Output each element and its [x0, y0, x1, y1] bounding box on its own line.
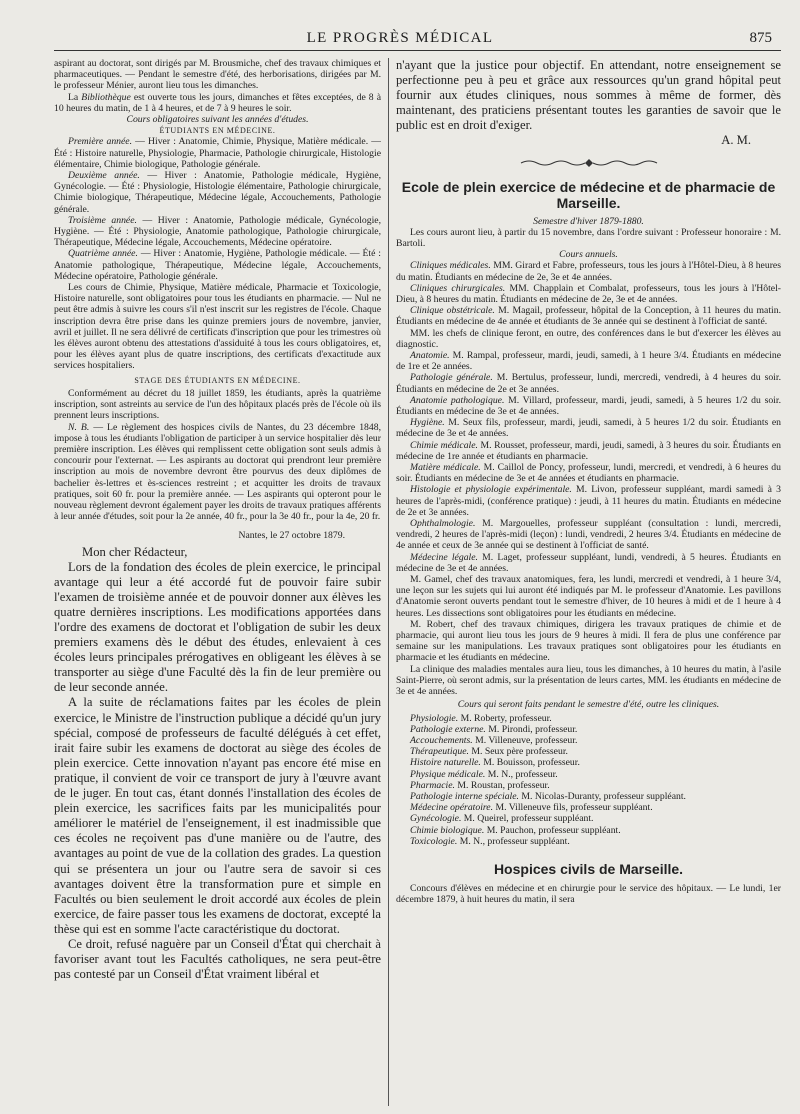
- list-item: Pathologie interne spéciale. M. Nicolas-Duranty, professeur suppléant.: [410, 790, 686, 802]
- paragraph: Concours d'élèves en médecine et en chirurgie pour le service des hôpitaux. — Le lundi, 1er décembre 1879, à huit heures du matin, il sera: [396, 882, 781, 906]
- course-entry: Matière médicale. M. Caillol de Poncy, professeur, lundi, mercredi, et vendredi, à 6 heures du soir. Étudiants en médecine de 3e et 4e années et étudiants en pharmacie.: [396, 462, 781, 485]
- list-item: Gynécologie. M. Queirel, professeur suppléant.: [410, 813, 594, 825]
- subheading-courses: Cours obligatoires suivant les années d'études.: [126, 114, 309, 126]
- section-title-school: Ecole de plein exercice de médecine et de pharmacie de Marseille.: [401, 178, 776, 211]
- letter-paragraph: Ce droit, refusé naguère par un Conseil d'État qui cherchait à favoriser avant tout les Facultés catholiques, ne sera peut-être pas contesté par un Conseil d'État vraiment libéral et: [54, 936, 381, 982]
- column-divider: [388, 58, 389, 1106]
- letter-place-date: Nantes, le 27 octobre 1879.: [238, 530, 345, 542]
- letter-paragraph: n'ayant que la justice pour objectif. En attendant, notre enseignement se perfectionne peu à peu et grâce aux ressources qu'un grand hôpital peut fournir aux études cliniques, nous sommes à même de former, dès maintenant, des praticiens présentant toutes les garanties de savoir que le public est en droit d'exiger.: [396, 58, 781, 133]
- nota-bene: N. B. — Le règlement des hospices civils de Nantes, du 23 décembre 1848, impose à tous les étudiants l'obligation de participer à un service hospitalier dès leur première inscription. Les élèves qui remplissent cette obligation sont seuls admis à concourir pour l'externat. — Les aspirants au doctorat qui prendront leur première inscription au mois de novembre devront être pourvus des deux diplômes de bachelier ès-lettres et ès-sciences restreint ; et acquitter les droits de travaux pratiques, soit 60 fr. pour la première année. — Les aspirants qui opteront pour le nouveau règlement devront également payer les droits de travaux pratiques afférents à leur année d'études, soit pour la 2e année, 40 fr., pour la 3e 40 fr., pour la 4e, 20 fr.: [54, 421, 382, 523]
- list-item: Chimie biologique. M. Pauchon, professeur suppléant.: [410, 824, 621, 836]
- year-4: Quatrième année. — Hiver : Anatomie, Hygiène, Pathologie médicale. — Été : Anatomie pathologique, Thérapeutique, Médecine légale, Accouchements, Médecine opératoire, Pathologie générale.: [54, 248, 381, 282]
- list-item: Physiologie. M. Roberty, professeur.: [410, 712, 552, 724]
- left-column: [54, 58, 381, 982]
- paragraph: M. Robert, chef des travaux chimiques, dirigera les travaux pratiques de chimie et de pharmacie, qui auront lieu tous les jours de 9 heures à midi. Il fera de plus une conférence par semaine sur les manipulations. Les travaux pratiques sont obligatoires pour les étudiants en pharmacie et les étudiants en médecine.: [396, 618, 781, 664]
- year-2: Deuxième année. — Hiver : Anatomie, Pathologie médicale, Hygiène, Gynécologie. — Été : Physiologie, Histologie élémentaire, Pathologie chirurgicale, Chimie biologique, Thérapeutique, Médecine légale, Accouchements, Pathologie générale.: [54, 170, 381, 215]
- list-item: Thérapeutique. M. Seux père professeur.: [410, 746, 568, 758]
- course-entry: Chimie médicale. M. Rousset, professeur, mardi, jeudi, samedi, à 3 heures du soir. Étudiants en médecine de 1re année et étudiants en pharmacie.: [396, 439, 782, 462]
- running-header-title: LE PROGRÈS MÉDICAL: [306, 30, 494, 46]
- paragraph: MM. les chefs de clinique feront, en outre, des conférences dans le but d'exercer les élèves au diagnostic.: [396, 327, 781, 350]
- ornament-divider: [396, 155, 781, 173]
- list-item: Pathologie externe. M. Pirondi, professeur.: [410, 723, 578, 735]
- year-3: Troisième année. — Hiver : Anatomie, Pathologie médicale, Gynécologie, Hygiène. — Été : Physiologie, Anatomie pathologique, Pathologie chirurgicale, Thérapeutique, Médecine légale, Accouchements, Médecine opératoire.: [54, 214, 381, 249]
- course-entry: Cliniques médicales. MM. Girard et Fabre, professeurs, tous les jours à l'Hôtel-Dieu, à 8 heures du matin. Étudiants en médecine de 2e, 3e et 4e années.: [396, 260, 781, 283]
- header-rule: [54, 50, 781, 51]
- course-entry: Médecine légale. M. Laget, professeur suppléant, lundi, vendredi, à 5 heures. Étudiants en médecine de 3e et 4e années.: [396, 551, 781, 574]
- paragraph: M. Gamel, chef des travaux anatomiques, fera, les lundi, mercredi et vendredi, à 1 heure 3/4, une leçon sur les sujets qui lui auront été indiqués par M. le professeur d'Anatomie. Les pavillons d'Anatomie seront ouverts pendant tout le semestre d'hiver, de 10 heures à midi et de 1 heure à 4 heures. Les dissections sont obligatoires pour les étudiants en médecine.: [396, 574, 781, 619]
- list-item: Physique médicale. M. N., professeur.: [410, 768, 558, 780]
- paragraph: La clinique des maladies mentales aura lieu, tous les dimanches, à 10 heures du matin, à l'asile Saint-Pierre, où seront admis, sur la présentation de leurs cartes, MM. les étudiants en médecine de 3e et 4e années.: [396, 663, 781, 698]
- course-entry: Anatomie pathologique. M. Villard, professeur, mardi, jeudi, samedi, à 5 heures 1/2 du soir. Étudiants en médecine de 3e et 4e années.: [396, 394, 781, 418]
- paragraph: Les cours auront lieu, à partir du 15 novembre, dans l'ordre suivant : Professeur honoraire : M. Bartoli.: [396, 226, 781, 249]
- course-entry: Histologie et physiologie expérimentale. M. Livon, professeur suppléant, mardi samedi à 3 heures de l'après-midi, (conférence pratique) : jeudi, à 11 heures du matin. Étudiants en médecine de 2e et 3e années.: [396, 484, 781, 518]
- page-number: 875: [749, 30, 772, 46]
- spacer: [54, 522, 381, 530]
- year-1: Première année. — Hiver : Anatomie, Chimie, Physique, Matière médicale. — Été : Histoire naturelle, Physiologie, Pharmacie, Pathologie chirurgicale, Histologie élémentaire, Chimie biologique, Pathologie générale.: [54, 136, 381, 170]
- list-item: Médecine opératoire. M. Villeneuve fils, professeur suppléant.: [410, 802, 653, 814]
- course-entry: Cliniques chirurgicales. MM. Chapplain et Combalat, professeurs, tous les jours à l'Hôtel-Dieu, à 8 heures du matin. Étudiants en médecine de 2e, 3e et 4e années.: [396, 282, 781, 305]
- library-paragraph: La Bibliothèque est ouverte tous les jours, dimanches et fêtes exceptées, de 8 à 10 heures du matin, de 1 à 4 heures, et de 7 à 9 heures le soir.: [54, 91, 381, 114]
- letter-salutation: Mon cher Rédacteur,: [82, 544, 188, 559]
- summer-courses-subtitle: Cours qui seront faits pendant le semestre d'été, outre les cliniques.: [457, 699, 720, 711]
- course-entry: Anatomie. M. Rampal, professeur, mardi, jeudi, samedi, à 1 heure 3/4. Étudiants en médecine de 1re et 2e années.: [396, 350, 781, 373]
- course-entry: Pathologie générale. M. Bertulus, professeur, lundi, mercredi, vendredi, à 4 heures du soir. Étudiants en médecine de 2e et 3e années.: [396, 372, 781, 395]
- list-item: Toxicologie. M. N., professeur suppléant.: [410, 835, 570, 847]
- letter-paragraph: Lors de la fondation des écoles de plein exercice, le principal avantage qui leur a été accordé fut de pouvoir faire subir l'examen de troisième année et de pouvoir donner aux élèves les quatre dernières inscriptions. Les modifications apportées dans l'ordre des examens de doctorat et l'obligation de subir les deux premiers examens dès le début des études, enlevaient à ces écoles leurs principales prérogatives en obligeant les élèves à se transporter au siège d'une Faculté dès la fin de leur première ou de leur seconde année.: [54, 559, 381, 695]
- paragraph: aspirant au doctorat, sont dirigés par M. Brousmiche, chef des travaux chimiques et pharmaceutiques. — Pendant le semestre d'été, des herborisations, dirigées par M. le professeur Ménier, auront lieu tous les dimanches.: [54, 58, 381, 92]
- subheading-stage: STAGE DES ÉTUDIANTS EN MÉDECINE.: [134, 375, 301, 385]
- list-item: Accouchements. M. Villeneuve, professeur.: [410, 734, 578, 746]
- summer-courses-list: [396, 713, 781, 847]
- list-item: Histoire naturelle. M. Bouisson, professeur.: [410, 757, 580, 769]
- semester-title: Semestre d'hiver 1879-1880.: [533, 215, 644, 227]
- courses-subtitle: Cours annuels.: [559, 249, 618, 261]
- subheading-students: ÉTUDIANTS EN MÉDECINE.: [159, 126, 276, 136]
- letter-paragraph: A la suite de réclamations faites par les écoles de plein exercice, le Ministre de l'instruction publique a décidé qu'un jury spécial, composé de professeurs de faculté délégués à cet effet, irait faire subir les examens de doctorat au siège des écoles de plein exercice. Cette innovation n'ayant pas encore été mise en pratique, il convient de voir ce transport de jury à l'œuvre avant de le juger. En tout cas, étant donnés l'installation des écoles de plein exercice, les sacrifices faits par les municipalités pour améliorer le matériel de l'enseignement, il est inadmissible que ces écoles ne reçoivent pas d'une manière ou de l'autre, des avantages au point de vue de la collation des grades. La question qui se présentera un jour ou l'autre sera de savoir si ces avantages doivent être la transformation pure et simple en Facultés ou bien seulement le droit accordé aux écoles de plein exercice, de faire passer tous les examens de doctorat, excepté la thèse qui est en somme l'acte caractéristique du doctorat.: [54, 695, 381, 936]
- course-entry: Ophthalmologie. M. Margouelles, professeur suppléant (consultation : lundi, mercredi, vendredi, 2 heures de l'après-midi (leçon) : lundi, vendredi, 2 heures 3/4. Étudiants en médecine de 4e année et ceux de 3e année qui se destinent à l'officiat de santé.: [396, 518, 781, 552]
- ornament-rule: [519, 158, 659, 168]
- paragraph: Conformément au décret du 18 juillet 1859, les étudiants, après la quatrième inscription, sont astreints au service de l'un des hôpitaux placés près de l'école où ils prennent leurs inscriptions.: [54, 387, 381, 422]
- course-entry: Clinique obstétricale. M. Magail, professeur, hôpital de la Conception, à 11 heures du matin. Étudiants en médecine de 4e année et étudiants de 3e année qui se destinent à l'officiat de santé.: [396, 305, 781, 328]
- section-title-hospices: Hospices civils de Marseille.: [493, 860, 684, 877]
- letter-signature: A. M.: [721, 133, 751, 148]
- paragraph: Les cours de Chimie, Physique, Matière médicale, Pharmacie et Toxicologie, Histoire naturelle, sont obligatoires pour tous les étudiants en pharmacie. — Nul ne peut être admis à suivre les cours s'il n'est inscrit sur les registres de l'école. Chaque inscription devra être prise dans les quinze premiers jours de novembre, janvier, avril et juillet. Il ne sera délivré de certificats d'inscription que pour les trimestres où les élèves auront obtenu des attestations d'assiduité à tous les cours obligatoires, et, pour les élèves ayant plus de quatre inscriptions, des certificats d'exactitude aux services hospitaliers.: [54, 282, 381, 372]
- course-entry: Hygiène. M. Seux fils, professeur, mardi, jeudi, samedi, à 5 heures 1/2 du soir. Étudiants en médecine de 3e et 4e années.: [396, 417, 781, 440]
- list-item: Pharmacie. M. Roustan, professeur.: [410, 779, 550, 791]
- right-column: [396, 58, 781, 905]
